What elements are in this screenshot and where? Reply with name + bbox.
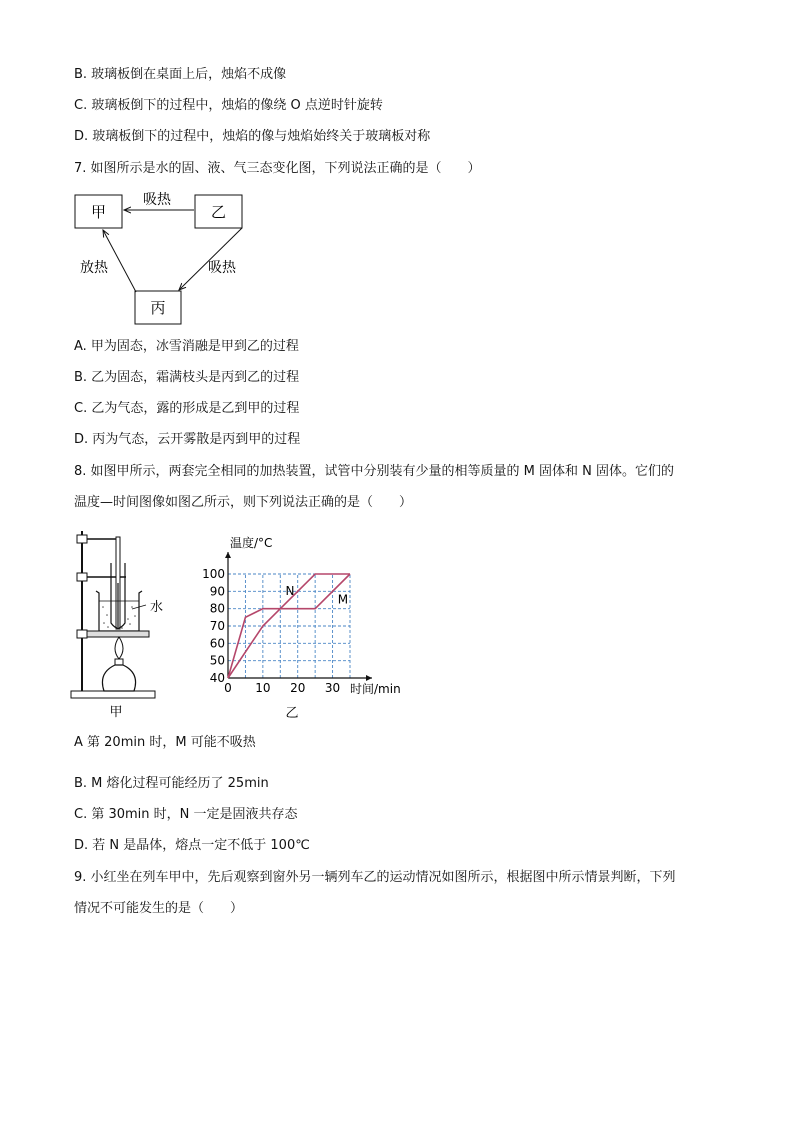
q7-option-d: D. 丙为气态，云开雾散是丙到甲的过程	[74, 432, 301, 447]
chart-y-label: 温度/°C	[230, 536, 273, 550]
q7-option-b: B. 乙为固态，霜满枝头是丙到乙的过程	[74, 370, 300, 385]
q8-option-b: B. M 熔化过程可能经历了 25min	[74, 776, 269, 791]
x-axis-arrow	[366, 675, 372, 681]
y-tick-label: 50	[209, 653, 225, 668]
q8-option-d: D. 若 N 是晶体，熔点一定不低于 100℃	[74, 838, 310, 853]
clamp-ring	[77, 630, 87, 638]
q7-state-diagram	[70, 186, 280, 331]
y-tick-label: 60	[209, 636, 225, 651]
x-tick-label: 30	[324, 681, 341, 695]
q7-stem: 7. 如图所示是水的固、液、气三态变化图，下列说法正确的是（ ）	[74, 161, 481, 176]
water-label: 水	[150, 600, 164, 615]
y-tick-label: 40	[209, 671, 225, 685]
y-tick-label: 100	[202, 567, 225, 581]
x-tick-label: 10	[255, 681, 271, 695]
q8-stem-line1: 8. 如图甲所示，两套完全相同的加热装置，试管中分别装有少量的相等质量的 M 固体和 N 固体。它们的	[74, 464, 675, 479]
box-yi-label: 乙	[210, 203, 227, 221]
chart-x-label: 时间/min	[350, 682, 401, 696]
q8-stem-line2: 温度—时间图像如图乙所示，则下列说法正确的是（ ）	[74, 495, 413, 510]
q6-option-d: D. 玻璃板倒下的过程中，烛焰的像与烛焰始终关于玻璃板对称	[74, 129, 431, 144]
wire-gauze	[87, 631, 149, 637]
y-tick-label: 90	[209, 584, 225, 599]
alcohol-lamp	[102, 665, 135, 691]
y-tick-label: 80	[209, 601, 225, 616]
q7-option-a: A. 甲为固态，冰雪消融是甲到乙的过程	[74, 339, 299, 354]
flame	[115, 637, 123, 659]
chart-ticks	[202, 567, 340, 695]
y-tick-label: 70	[209, 619, 225, 633]
q9-stem-line1: 9. 小红坐在列车甲中，先后观察到窗外另一辆列车乙的运动情况如图所示，根据图中所示情景判断，下列	[74, 870, 676, 885]
box-bing-label: 丙	[150, 299, 166, 317]
chart-caption: 乙	[285, 706, 299, 721]
heating-apparatus-figure	[66, 523, 178, 723]
q8-option-c: C. 第 30min 时，N 一定是固液共存态	[74, 807, 298, 822]
temperature-time-chart	[200, 530, 410, 725]
x-tick-label: 0	[224, 681, 232, 695]
x-tick-label: 20	[290, 681, 306, 695]
box-jia-label: 甲	[90, 203, 107, 221]
arrow-yi-to-bing	[179, 228, 242, 290]
series-label-m: M	[337, 592, 349, 607]
label-left: 放热	[80, 260, 108, 276]
label-top: 吸热	[143, 192, 171, 208]
q6-option-c: C. 玻璃板倒下的过程中，烛焰的像绕 O 点逆时针旋转	[74, 98, 383, 113]
label-right: 吸热	[208, 260, 236, 276]
apparatus-caption: 甲	[109, 705, 123, 720]
q8-option-a: A 第 20min 时，M 可能不吸热	[74, 735, 256, 750]
stand-base	[71, 691, 155, 698]
y-axis-arrow	[225, 552, 231, 558]
q7-option-c: C. 乙为气态，露的形成是乙到甲的过程	[74, 401, 300, 416]
q9-stem-line2: 情况不可能发生的是（ ）	[74, 901, 244, 916]
q6-option-b: B. 玻璃板倒在桌面上后，烛焰不成像	[74, 67, 287, 82]
clamp-mid	[77, 573, 87, 581]
clamp-top	[77, 535, 87, 543]
lamp-wick	[115, 659, 123, 665]
series-label-n: N	[285, 583, 295, 598]
